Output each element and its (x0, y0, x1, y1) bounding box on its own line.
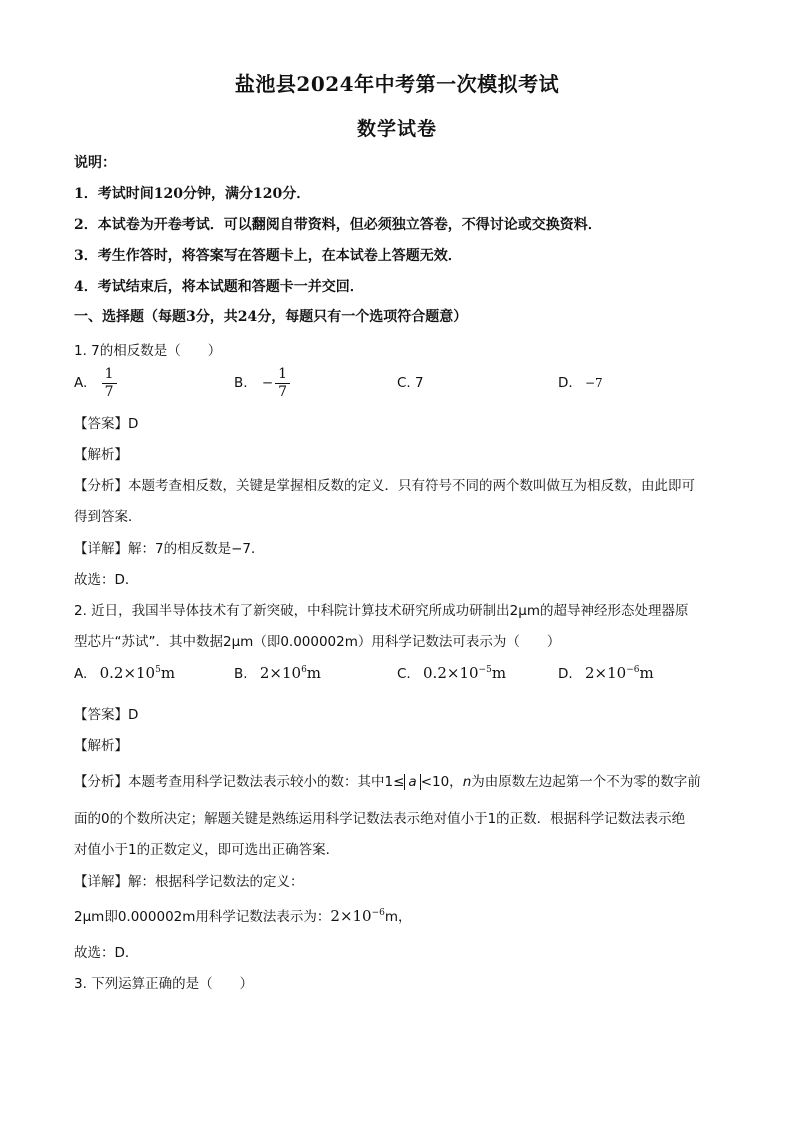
q2-option-a-base: 0.2×10 (99, 664, 156, 682)
q2-conclusion: 故选：D． (74, 945, 139, 961)
q2-fenxi-mid: <10， (420, 774, 463, 790)
exam-title: 盐池县2024年中考第一次模拟考试 (234, 72, 560, 96)
q2-fenxi-line3: 对值小于1的正数定义，即可选出正确答案． (74, 842, 340, 858)
answer-tag: 【答案】 (74, 707, 128, 723)
notes-heading: 说明： (74, 155, 116, 171)
q1-option-d-value: −7 (584, 376, 603, 390)
q1-analysis-tag: 【解析】 (74, 447, 128, 463)
q1-option-a-label: A. (74, 375, 88, 391)
q2-option-d-exponent: −6 (626, 665, 640, 675)
note-item-2: 2．本试卷为开卷考试．可以翻阅自带资料，但必须独立答卷，不得讨论或交换资料． (74, 217, 602, 233)
q2-option-b (234, 664, 321, 682)
q1-answer-value: D (128, 416, 139, 432)
q1-option-d (558, 375, 603, 391)
q1-option-b-sign: − (261, 375, 274, 391)
q1-option-b (234, 366, 290, 401)
q1-fenxi-line2: 得到答案． (74, 509, 142, 525)
q2-fenxi-line2: 面的0的个数所决定；解题关键是熟练运用科学记数法表示绝对值小于1的正数．根据科学记数法表示绝 (74, 811, 686, 827)
q2-option-b-exponent: 6 (301, 665, 307, 675)
q2-option-c (397, 664, 506, 682)
q1-option-b-numerator: 1 (275, 366, 290, 384)
q2-fenxi (74, 770, 701, 790)
q2-fenxi-n: n (462, 774, 472, 790)
q2-option-d (558, 664, 654, 682)
q2-answer-value: D (128, 707, 139, 723)
detail-tag: 【详解】 (74, 874, 128, 890)
detail-tag: 【详解】 (74, 541, 128, 557)
q2-fenxi-abs-a: a (404, 774, 420, 790)
q2-option-c-base: 0.2×10 (423, 664, 479, 682)
section-heading: 一、选择题（每题3分，共24分，每题只有一个选项符合题意） (74, 309, 468, 325)
q2-option-d-label: D. (558, 666, 573, 682)
q2-option-a-unit: m (160, 664, 176, 682)
q2-stem-line1: 2. 近日，我国半导体技术有了新突破，中科院计算技术研究所成功研制出2μm的超导神经形态处理器原 (74, 603, 689, 619)
q2-detail (74, 870, 304, 890)
q1-conclusion: 故选：D． (74, 572, 139, 588)
q2-option-d-base: 2×10 (584, 664, 627, 682)
q1-option-a-denominator: 7 (104, 384, 114, 400)
q2-fenxi-pre: 本题考查用科学记数法表示较小的数：其中1≤ (128, 774, 405, 790)
q1-option-b-label: B. (234, 375, 248, 391)
note-item-3: 3．考生作答时，将答案写在答题卡上，在本试卷上答题无效． (74, 248, 462, 264)
q2-analysis-tag: 【解析】 (74, 738, 128, 754)
q2-stem-line2: 型芯片“苏试”．其中数据2μm（即0.000002m）用科学记数法可表示为（ ） (74, 634, 561, 650)
q2-option-b-label: B. (234, 666, 248, 682)
fenxi-tag: 【分析】 (74, 478, 128, 494)
q1-detail-text: 解：7的相反数是−7． (128, 541, 265, 557)
q1-option-a (74, 366, 117, 401)
q1-option-c: C. 7 (397, 375, 424, 391)
q2-option-c-exponent: −5 (478, 665, 492, 675)
fenxi-tag: 【分析】 (74, 774, 128, 790)
q2-option-d-unit: m (639, 664, 654, 682)
q2-detail-line2-post: m， (384, 909, 412, 925)
q2-option-a (74, 664, 175, 682)
q2-detail-line1: 解：根据科学记数法的定义： (128, 874, 304, 890)
q2-option-b-base: 2×10 (259, 664, 302, 682)
q2-detail-line2-base: 2×10 (330, 907, 372, 925)
q2-fenxi-post: 为由原数左边起第一个不为零的数字前 (471, 774, 701, 790)
exam-subtitle: 数学试卷 (356, 118, 437, 140)
q2-option-b-unit: m (306, 664, 322, 682)
q1-stem: 1. 7的相反数是（ ） (74, 343, 222, 359)
q2-option-c-label: C. (397, 666, 411, 682)
q1-detail (74, 537, 265, 557)
q2-option-c-expression (423, 664, 506, 682)
note-item-1: 1．考试时间120分钟，满分120分． (74, 186, 311, 202)
q2-option-a-label: A. (74, 666, 88, 682)
q1-option-a-fraction (102, 366, 117, 401)
q2-detail-line2-pre: 2μm即0.000002m用科学记数法表示为： (74, 909, 331, 925)
q2-option-b-expression (260, 664, 321, 682)
q3-stem: 3. 下列运算正确的是（ ） (74, 976, 254, 992)
q2-detail-line2-expression (330, 907, 384, 925)
q1-option-b-fraction (275, 366, 290, 401)
q1-option-a-numerator: 1 (102, 366, 117, 384)
q1-fenxi (74, 474, 695, 494)
q2-answer (74, 703, 138, 723)
q2-option-d-expression (585, 664, 654, 682)
q2-detail-line2 (74, 905, 412, 925)
q2-option-a-exponent: 5 (155, 665, 161, 675)
q1-option-b-denominator: 7 (278, 384, 288, 400)
q2-detail-line2-exponent: −6 (371, 908, 385, 918)
q2-option-c-unit: m (491, 664, 507, 682)
q2-option-a-expression (100, 664, 175, 682)
note-item-4: 4．考试结束后，将本试题和答题卡一并交回． (74, 279, 364, 295)
q1-fenxi-text: 本题考查相反数，关键是掌握相反数的定义．只有符号不同的两个数叫做互为相反数，由此即可 (128, 478, 695, 494)
q1-option-d-label: D. (558, 375, 573, 391)
answer-tag: 【答案】 (74, 416, 128, 432)
q1-answer (74, 412, 138, 432)
